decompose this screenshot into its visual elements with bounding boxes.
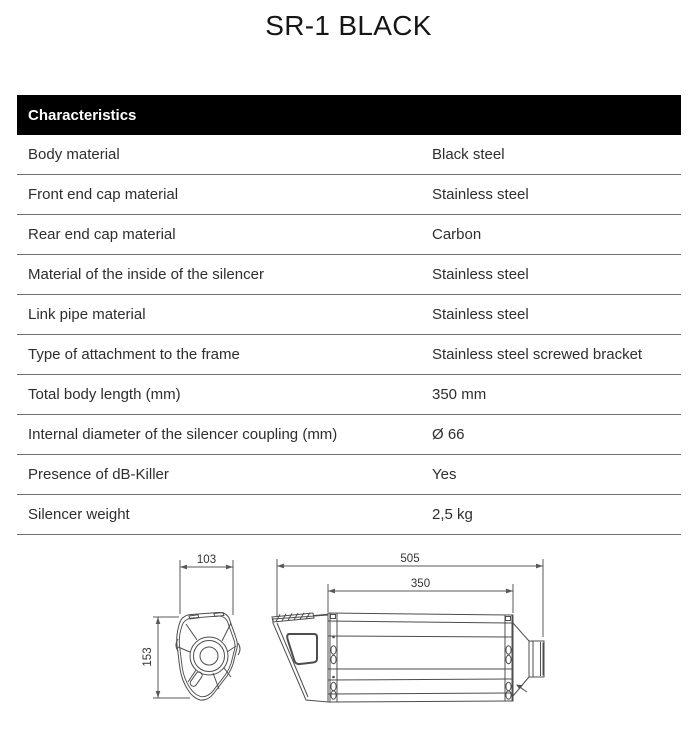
spec-label: Front end cap material	[28, 186, 179, 203]
spec-value: Carbon	[432, 226, 482, 243]
dimension-front-height	[153, 617, 190, 698]
dimension-label-505: 505	[400, 553, 420, 565]
spec-value: Stainless steel screwed bracket	[432, 346, 643, 363]
spec-value: 350 mm	[432, 386, 487, 403]
side-view-drawing	[272, 613, 544, 702]
table-header	[17, 95, 681, 135]
table-row	[17, 415, 681, 455]
spec-value: Black steel	[432, 146, 505, 163]
spec-label: Link pipe material	[28, 306, 146, 323]
spec-label: Internal diameter of the silencer coupling (mm)	[28, 426, 338, 443]
spec-value: Ø 66	[432, 426, 465, 443]
characteristics-table	[17, 95, 681, 535]
spec-label: Body material	[28, 146, 120, 163]
technical-drawing	[0, 549, 697, 724]
table-row	[17, 375, 681, 415]
spec-value: 2,5 kg	[432, 506, 473, 523]
spec-label: Rear end cap material	[28, 226, 176, 243]
table-row	[17, 135, 681, 175]
table-row	[17, 295, 681, 335]
table-row	[17, 495, 681, 535]
dimension-label-153: 153	[142, 647, 154, 667]
dimension-label-103: 103	[196, 554, 217, 566]
front-view-drawing	[176, 612, 240, 700]
table-row	[17, 455, 681, 495]
dimension-front-width	[180, 560, 233, 615]
silencer-drawing-svg	[0, 549, 697, 724]
spec-label: Material of the inside of the silencer	[28, 266, 264, 283]
dimension-overall-length	[277, 559, 543, 637]
spec-label: Total body length (mm)	[28, 386, 181, 403]
spec-label: Presence of dB-Killer	[28, 466, 169, 483]
spec-label: Type of attachment to the frame	[28, 346, 240, 363]
spec-value: Yes	[432, 466, 457, 483]
table-row	[17, 215, 681, 255]
product-spec-page	[0, 9, 697, 724]
spec-label: Silencer weight	[28, 506, 130, 523]
table-row	[17, 255, 681, 295]
page-title: SR-1 BLACK	[265, 10, 432, 41]
spec-value: Stainless steel	[432, 266, 529, 283]
dimension-label-350: 350	[410, 578, 431, 590]
table-row	[17, 175, 681, 215]
spec-value: Stainless steel	[432, 186, 529, 203]
spec-value: Stainless steel	[432, 306, 529, 323]
table-header-label: Characteristics	[28, 106, 137, 124]
table-row	[17, 335, 681, 375]
